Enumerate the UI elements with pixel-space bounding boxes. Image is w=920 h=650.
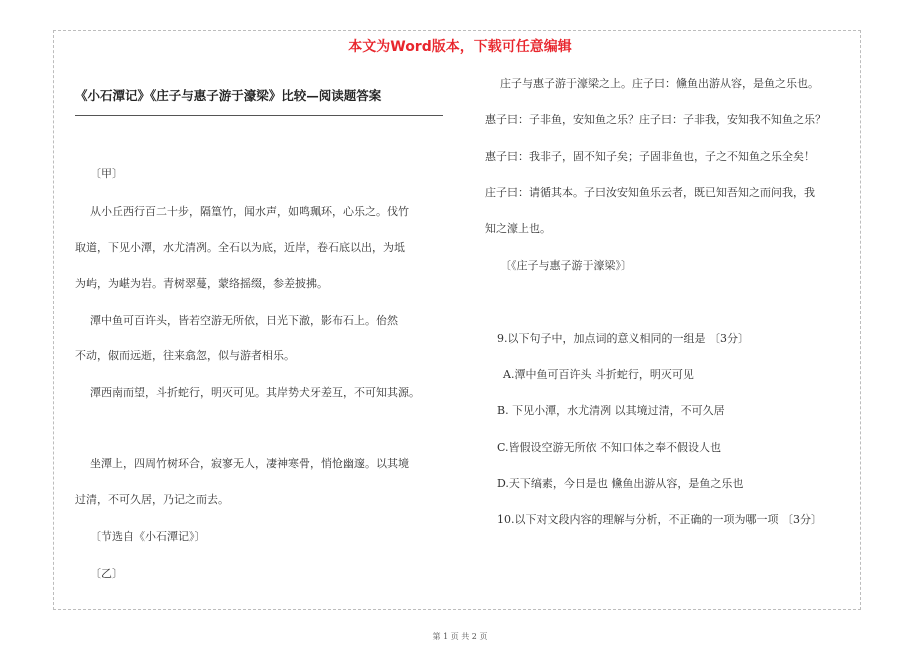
title-underline [75, 115, 443, 116]
text-line: 知之濠上也。 [485, 222, 551, 235]
text-line: 惠子曰：我非子，固不知子矣；子固非鱼也，子之不知鱼之乐全矣！ [485, 150, 815, 163]
text-line: 坐潭上，四周竹树环合，寂寥无人，凄神寒骨，悄怆幽邃。以其境 [90, 457, 409, 470]
option-b: B. 下见小潭，水尤清冽 以其境过清，不可久居 [497, 404, 725, 417]
question-9: 9.以下句子中，加点词的意义相同的一组是 〔3分〕 [497, 332, 749, 345]
text-line: 从小丘西行百二十步，隔篁竹，闻水声，如鸣珮环，心乐之。伐竹 [90, 205, 409, 218]
text-line: 取道，下见小潭，水尤清冽。全石以为底，近岸，卷石底以出，为坻 [75, 241, 405, 254]
source-note-jia: 〔节选自《小石潭记》〕 [90, 530, 206, 543]
option-d: D.天下缟素，今日是也 儵鱼出游从容，是鱼之乐也 [497, 477, 744, 490]
source-note-yi: 〔《庄子与惠子游于濠梁》〕 [500, 259, 632, 272]
section-jia-label: 〔甲〕 [90, 167, 123, 180]
page-number: 第 1 页 共 2 页 [432, 632, 488, 641]
text-line: 庄子曰：请循其本。子曰汝安知鱼乐云者，既已知吾知之而问我，我 [485, 186, 815, 199]
text-line: 潭西南而望，斗折蛇行，明灭可见。其岸势犬牙差互，不可知其源。 [90, 386, 420, 399]
edit-banner: 本文为Word版本，下载可任意编辑 [348, 39, 572, 55]
text-line: 过清，不可久居，乃记之而去。 [75, 493, 229, 506]
option-c: C.皆假设空游无所依 不知口体之奉不假设人也 [497, 441, 722, 454]
text-line: 为屿，为嵁为岩。青树翠蔓，蒙络摇缀，参差披拂。 [75, 277, 328, 290]
text-line: 潭中鱼可百许头，皆若空游无所依，日光下澈，影布石上。佁然 [90, 314, 398, 327]
option-a: A.潭中鱼可百许头 斗折蛇行，明灭可见 [503, 368, 694, 381]
question-10: 10.以下对文段内容的理解与分析，不正确的一项为哪一项 〔3分〕 [497, 513, 822, 526]
section-yi-label: 〔乙〕 [90, 567, 123, 580]
article-title: 《小石潭记》《庄子与惠子游于濠梁》比较—阅读题答案 [75, 88, 382, 103]
text-line: 庄子与惠子游于濠梁之上。庄子曰：儵鱼出游从容，是鱼之乐也。 [500, 77, 819, 90]
text-line: 不动，俶而远逝，往来翕忽，似与游者相乐。 [75, 349, 295, 362]
text-line: 惠子曰：子非鱼，安知鱼之乐？庄子曰：子非我，安知我不知鱼之乐？ [485, 113, 826, 126]
